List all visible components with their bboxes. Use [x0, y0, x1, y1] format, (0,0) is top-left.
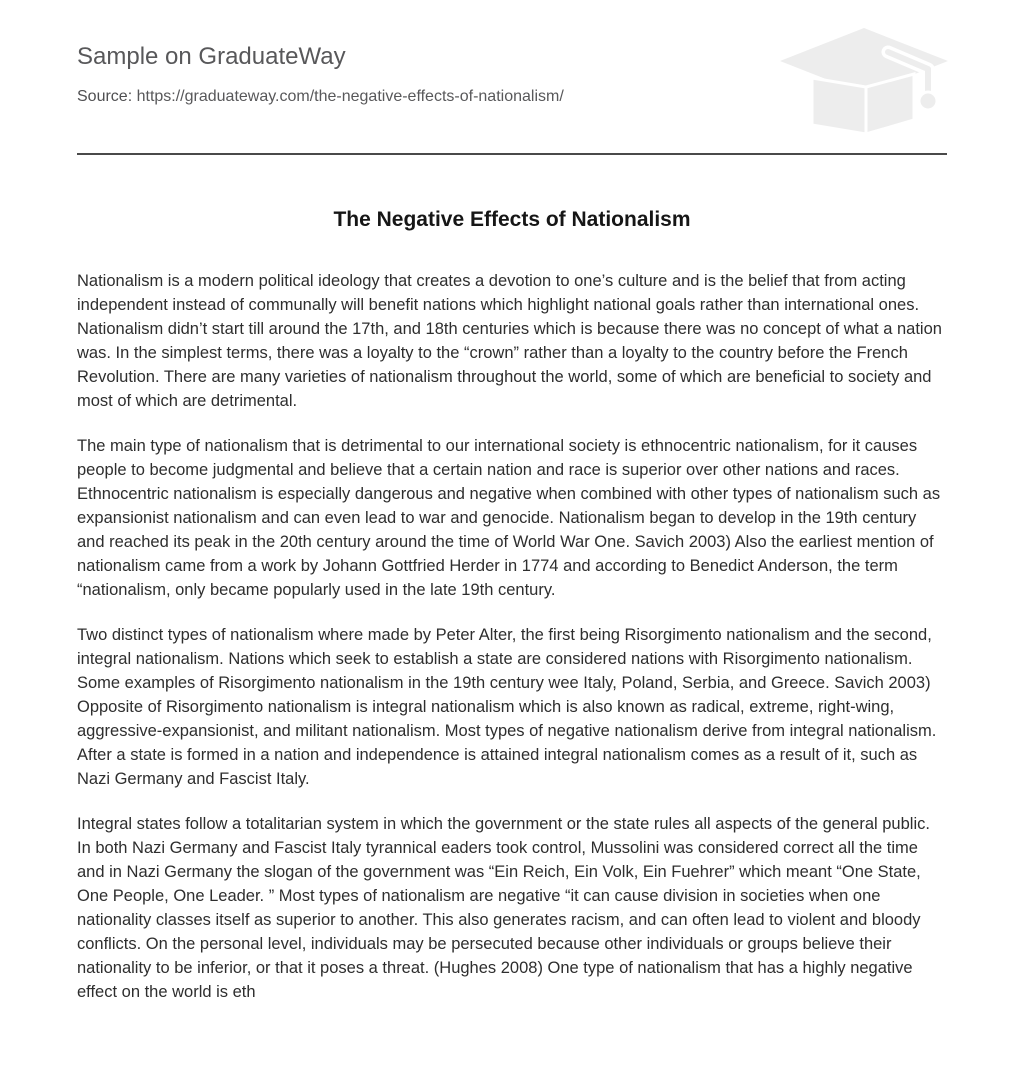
essay-paragraph-4: Integral states follow a totalitarian system in which the government or the state rules all aspects of the general public. In both Nazi Germany and Fascist Italy tyrannical eaders took control, Mussolini was considered correct all the time and in Nazi Germany the slogan of the government was “Ein Reich, Ein Volk, Ein Fuehrer” which meant “One State, One People, One Leader. ” Most types of nationalism are negative “it can cause division in societies when one nationality classes itself as superior to another. This also generates racism, and can often lead to violent and bloody conflicts. On the personal level, individuals may be persecuted because other individuals or groups believe their nationality to be inferior, or that it poses a threat. (Hughes 2008) One type of nationalism that has a highly negative effect on the world is eth [77, 815, 930, 1001]
header [0, 0, 1024, 107]
source-label: Source: [77, 88, 133, 105]
divider [77, 153, 947, 155]
essay-paragraph-2: The main type of nationalism that is detrimental to our international society is ethnocentric nationalism, for it causes people to become judgmental and believe that a certain nation and race is superior over other nations and races. Ethnocentric nationalism is especially dangerous and negative when combined with other types of nationalism such as expansionist nationalism and can even lead to war and genocide. Nationalism began to develop in the 19th century and reached its peak in the 20th century around the time of World War One. Savich 2003) Also the earliest mention of nationalism came from a work by Johann Gottfried Herder in 1774 and according to Benedict Anderson, the term “nationalism, only became popularly used in the late 19th century. [77, 437, 941, 599]
essay-paragraph-1: Nationalism is a modern political ideology that creates a devotion to one’s culture and is the belief that from acting independent instead of communally will benefit nations which highlight national goals rather than international ones. Nationalism didn’t start till around the 17th, and 18th centuries which is because there was no concept of what a nation was. In the simplest terms, there was a loyalty to the “crown” rather than a loyalty to the country before the French Revolution. There are many varieties of nationalism throughout the world, some of which are beneficial to society and most of which are detrimental. [77, 272, 942, 410]
essay-paragraph-3: Two distinct types of nationalism where made by Peter Alter, the first being Risorgimento nationalism and the second, integral nationalism. Nations which seek to establish a state are considered nations with Risorgimento nationalism. Some examples of Risorgimento nationalism in the 19th century wee Italy, Poland, Serbia, and Greece. Savich 2003) Opposite of Risorgimento nationalism is integral nationalism which is also known as radical, extreme, right-wing, aggressive-expansionist, and militant nationalism. Most types of negative nationalism derive from integral nationalism. After a state is formed in a nation and independence is attained integral nationalism comes as a result of it, such as Nazi Germany and Fascist Italy. [77, 626, 937, 788]
essay-body [0, 207, 1024, 1004]
essay-title: The Negative Effects of Nationalism [333, 208, 691, 231]
site-title: Sample on GraduateWay [77, 43, 346, 70]
graduation-cap-icon [780, 28, 948, 140]
source-url: https://graduateway.com/the-negative-effects-of-nationalism/ [136, 88, 564, 105]
